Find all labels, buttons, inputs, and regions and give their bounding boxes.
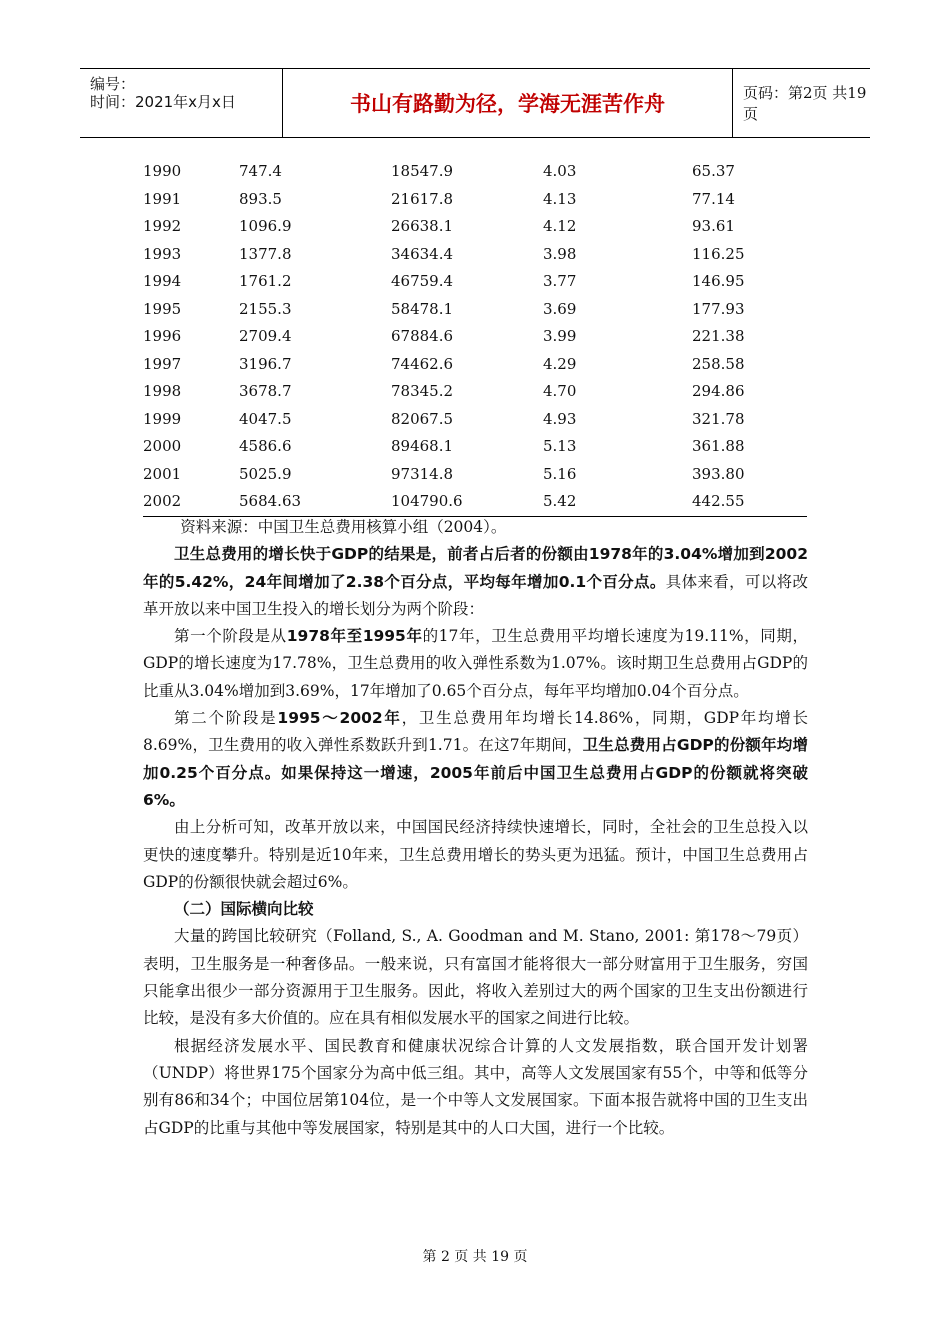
section-heading-text: （二）国际横向比较	[174, 900, 314, 919]
share-cell: 5.13	[543, 437, 577, 455]
gdp-cell: 82067.5	[391, 409, 454, 428]
paragraph-analysis: 由上分析可知，改革开放以来，中国国民经济持续快速增长，同时，全社会的卫生总投入以更快的速度攀升。特别是近10年来，卫生总费用增长的势头更为迅猛。预计，中国卫生总费用占GDP的份额很快就会超过6%。	[143, 818, 808, 891]
document-body	[143, 514, 808, 1142]
share-cell: 4.03	[543, 162, 577, 180]
document-time-label: 时间：2021年x月x日	[90, 93, 236, 111]
table-row	[143, 241, 813, 269]
header-meta-cell	[80, 69, 283, 137]
per-capita-cell: 258.58	[692, 354, 745, 373]
per-capita-cell: 442.55	[692, 492, 745, 510]
paragraph-summary	[143, 541, 808, 623]
health-expenditure-cell: 4586.6	[239, 437, 292, 455]
stage-two-body: ，卫生总费用年均增长14.86%，同期，GDP年均增长8.69%，卫生费用的收入弹性系数跃升到1.71。在这7年期间，	[143, 709, 808, 755]
share-cell: 3.77	[543, 272, 577, 290]
share-cell: 3.99	[543, 327, 577, 345]
stage-two-emphasis: 卫生总费用占GDP的份额年均增加0.25个百分点。如果保持这一增速，2005年前后中国卫生总费用占GDP的份额就将突破6%。	[143, 736, 808, 809]
table-row	[143, 158, 813, 186]
gdp-cell: 18547.9	[391, 162, 454, 180]
year-cell: 1995	[143, 299, 182, 318]
year-cell: 1992	[143, 217, 182, 235]
document-number-label: 编号：	[90, 75, 136, 93]
paragraph-summary-rest: 具体来看，可以将改革开放以来中国卫生投入的增长划分为两个阶段：	[143, 572, 808, 618]
table-row	[143, 296, 813, 324]
year-cell: 2001	[143, 464, 182, 483]
share-cell: 4.93	[543, 409, 577, 428]
year-cell: 1994	[143, 272, 182, 290]
year-cell: 1997	[143, 354, 182, 373]
per-capita-cell: 146.95	[692, 272, 745, 290]
year-cell: 1991	[143, 189, 182, 208]
per-capita-cell: 177.93	[692, 299, 745, 318]
gdp-cell: 67884.6	[391, 327, 454, 345]
share-cell: 4.12	[543, 217, 577, 235]
per-capita-cell: 321.78	[692, 409, 745, 428]
health-expenditure-cell: 893.5	[239, 189, 282, 208]
table-row	[143, 323, 813, 351]
stage-two-period: 1995～2002年	[277, 709, 402, 728]
section-heading	[143, 896, 808, 923]
gdp-cell: 89468.1	[391, 437, 454, 455]
share-cell: 4.29	[543, 354, 577, 373]
per-capita-cell: 116.25	[692, 244, 745, 263]
per-capita-cell: 65.37	[692, 162, 735, 180]
year-cell: 1993	[143, 244, 182, 263]
table-row	[143, 213, 813, 241]
gdp-cell: 58478.1	[391, 299, 454, 318]
table-row	[143, 351, 813, 379]
stage-two-intro: 第二个阶段是	[174, 709, 278, 728]
year-cell: 1999	[143, 409, 182, 428]
health-expenditure-cell: 3678.7	[239, 382, 292, 400]
share-cell: 5.16	[543, 464, 577, 483]
share-cell: 5.42	[543, 492, 577, 510]
gdp-cell: 74462.6	[391, 354, 454, 373]
stage-one-body: 的17年，卫生总费用平均增长速度为19.11%，同期，GDP的增长速度为17.78%，卫生总费用的收入弹性系数为1.07%。该时期卫生总费用占GDP的比重从3.04%增加到3.69%，17年增加了0.65个百分点，每年平均增加0.04个百分点。	[143, 627, 808, 700]
gdp-cell: 34634.4	[391, 244, 454, 263]
table-row	[143, 186, 813, 214]
health-expenditure-cell: 3196.7	[239, 354, 292, 373]
gdp-cell: 78345.2	[391, 382, 454, 400]
gdp-cell: 97314.8	[391, 464, 454, 483]
header-motto: 书山有路勤为径，学海无涯苦作舟	[283, 69, 733, 137]
stage-one-intro: 第一个阶段是从	[174, 627, 287, 646]
table-row	[143, 378, 813, 406]
gdp-cell: 26638.1	[391, 217, 454, 235]
health-expenditure-cell: 1761.2	[239, 272, 292, 290]
paragraph-stage-two	[143, 705, 808, 814]
year-cell: 1990	[143, 162, 182, 180]
table-row	[143, 268, 813, 296]
stage-one-period: 1978年至1995年	[286, 627, 423, 646]
page-footer: 第 2 页 共 19 页	[422, 1249, 528, 1265]
per-capita-cell: 294.86	[692, 382, 745, 400]
health-expenditure-cell: 1096.9	[239, 217, 292, 235]
gdp-cell: 46759.4	[391, 272, 454, 290]
per-capita-cell: 77.14	[692, 189, 735, 208]
health-expenditure-cell: 5684.63	[239, 492, 302, 510]
per-capita-cell: 393.80	[692, 464, 745, 483]
per-capita-cell: 93.61	[692, 217, 735, 235]
share-cell: 3.98	[543, 244, 577, 263]
header-page-number: 页码：第2页 共19页	[743, 84, 867, 123]
share-cell: 3.69	[543, 299, 577, 318]
year-cell: 1998	[143, 382, 182, 400]
share-cell: 4.70	[543, 382, 577, 400]
health-expenditure-cell: 4047.5	[239, 409, 292, 428]
health-expenditure-cell: 2709.4	[239, 327, 292, 345]
table-row	[143, 488, 813, 516]
health-expenditure-table	[143, 158, 813, 516]
paragraph-undp: 根据经济发展水平、国民教育和健康状况综合计算的人文发展指数，联合国开发计划署（UNDP）将世界175个国家分为高中低三组。其中，高等人文发展国家有55个，中等和低等分别有86和34个；中国位居第104位，是一个中等人文发展国家。下面本报告就将中国的卫生支出占GDP的比重与其他中等发展国家，特别是其中的人口大国，进行一个比较。	[143, 1036, 808, 1137]
year-cell: 2002	[143, 492, 182, 510]
per-capita-cell: 221.38	[692, 327, 745, 345]
year-cell: 1996	[143, 327, 182, 345]
paragraph-summary-emphasis: 卫生总费用的增长快于GDP的结果是，前者占后者的份额由1978年的3.04%增加到2002年的5.42%，24年间增加了2.38个百分点，平均每年增加0.1个百分点。	[143, 545, 808, 591]
health-expenditure-cell: 747.4	[239, 162, 282, 180]
gdp-cell: 104790.6	[391, 492, 463, 510]
year-cell: 2000	[143, 437, 182, 455]
health-expenditure-cell: 5025.9	[239, 464, 292, 483]
share-cell: 4.13	[543, 189, 577, 208]
paragraph-stage-one	[143, 623, 808, 705]
per-capita-cell: 361.88	[692, 437, 745, 455]
table-source-note: 资料来源：中国卫生总费用核算小组（2004）。	[180, 518, 507, 536]
table-row	[143, 406, 813, 434]
paragraph-cross-country: 大量的跨国比较研究（Folland, S., A. Goodman and M. Stano, 2001: 第178～79页）表明，卫生服务是一种奢侈品。一般来说，只有富国才能将很大一部分财富用于卫生服务，穷国只能拿出很少一部分资源用于卫生服务。因此，将收入差别过大的两个国家的卫生支出份额进行比较，是没有多大价值的。应在具有相似发展水平的国家之间进行比较。	[143, 927, 808, 1028]
health-expenditure-cell: 1377.8	[239, 244, 292, 263]
table-row	[143, 433, 813, 461]
health-expenditure-cell: 2155.3	[239, 299, 292, 318]
table-row	[143, 461, 813, 489]
page-header	[80, 68, 870, 138]
gdp-cell: 21617.8	[391, 189, 454, 208]
